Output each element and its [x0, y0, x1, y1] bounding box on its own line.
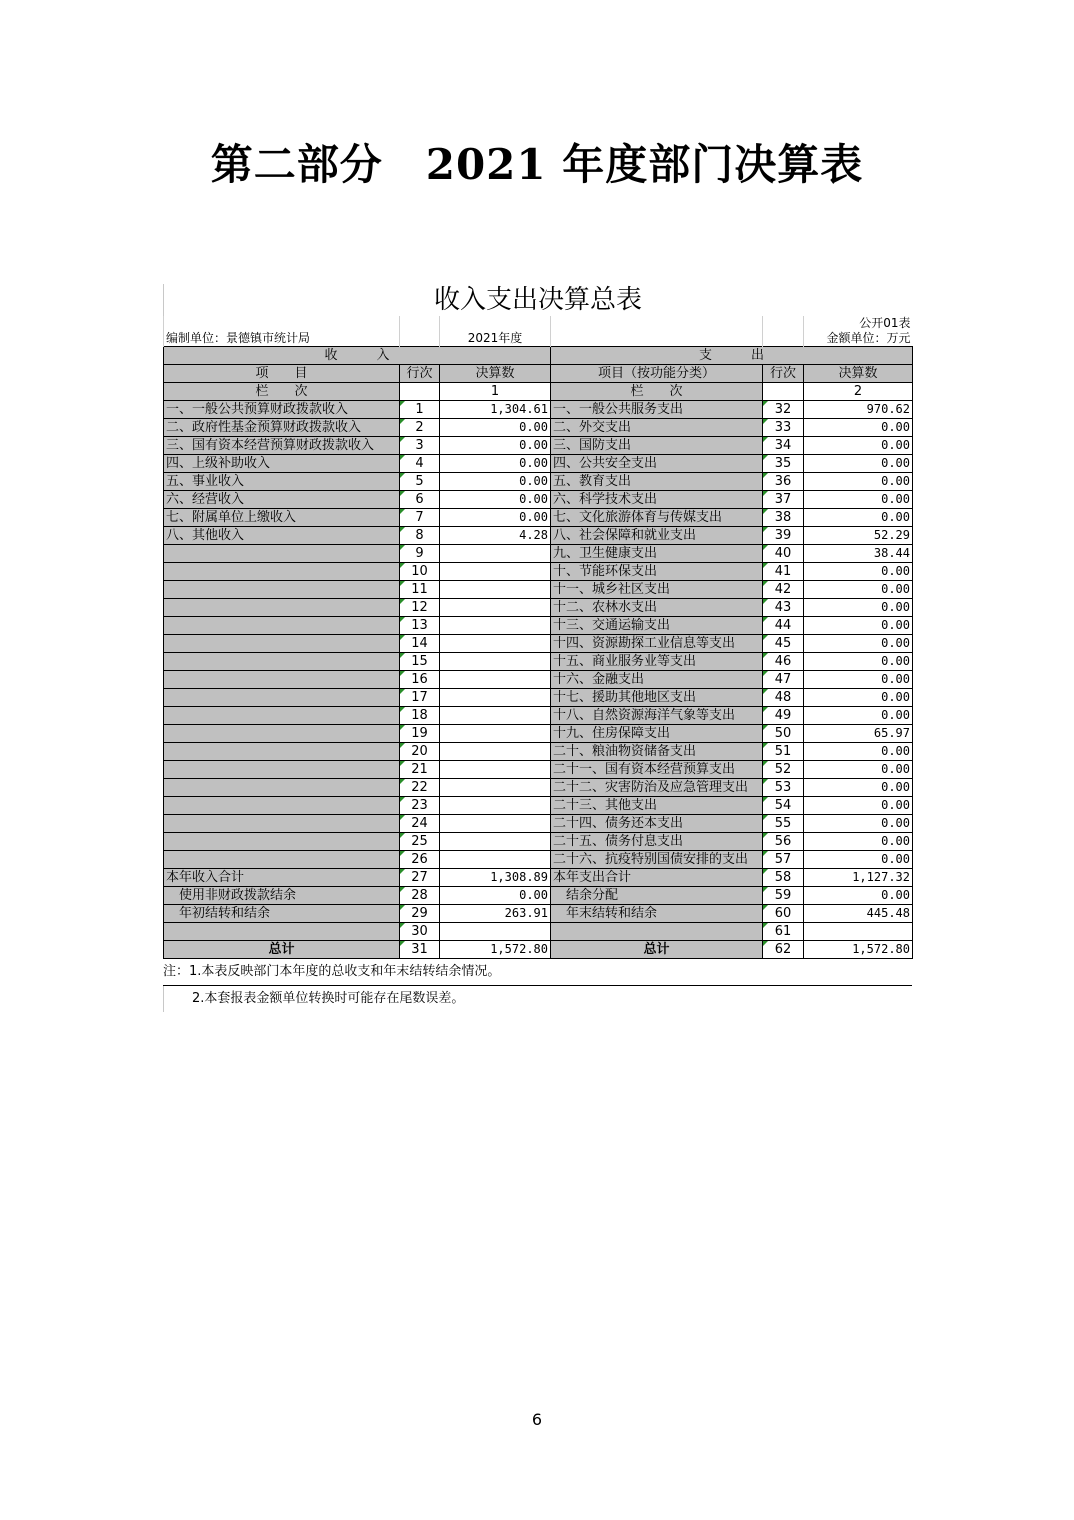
income-total-amount: 1,572.80 [440, 941, 551, 959]
expense-item: 二十三、其他支出 [551, 797, 763, 815]
col-index-2: 2 [804, 383, 913, 401]
income-row-no: 12 [400, 599, 440, 617]
income-amount [440, 671, 551, 689]
income-row-no: 17 [400, 689, 440, 707]
table-row [164, 617, 913, 635]
expense-row-no: 42 [763, 581, 804, 599]
expense-amount: 0.00 [804, 707, 913, 725]
expense-row-no: 35 [763, 455, 804, 473]
income-row-no: 14 [400, 635, 440, 653]
expense-amount: 0.00 [804, 851, 913, 869]
income-item: 六、经营收入 [164, 491, 400, 509]
col-index-1: 1 [440, 383, 551, 401]
meta-row-org [164, 331, 913, 347]
expense-amount: 0.00 [804, 419, 913, 437]
col-lanci: 栏 次 [164, 383, 400, 401]
expense-header: 支 出 [551, 347, 913, 365]
table-row [164, 887, 913, 905]
expense-item: 二十、粮油物资储备支出 [551, 743, 763, 761]
expense-row-no: 37 [763, 491, 804, 509]
col-amount: 决算数 [440, 365, 551, 383]
expense-row-no: 47 [763, 671, 804, 689]
expense-item: 年末结转和结余 [551, 905, 763, 923]
table-row [164, 437, 913, 455]
expense-item: 十六、金融支出 [551, 671, 763, 689]
expense-item: 本年支出合计 [551, 869, 763, 887]
income-item: 年初结转和结余 [164, 905, 400, 923]
table-row [164, 581, 913, 599]
expense-amount: 38.44 [804, 545, 913, 563]
income-row-no: 1 [400, 401, 440, 419]
table-row [164, 455, 913, 473]
expense-amount: 0.00 [804, 635, 913, 653]
expense-amount: 0.00 [804, 563, 913, 581]
expense-total-amount: 1,572.80 [804, 941, 913, 959]
income-total-row-no: 31 [400, 941, 440, 959]
income-row-no: 3 [400, 437, 440, 455]
income-row-no: 23 [400, 797, 440, 815]
expense-row-no: 51 [763, 743, 804, 761]
col-item: 项 目 [164, 365, 400, 383]
income-row-no: 27 [400, 869, 440, 887]
table-row [164, 599, 913, 617]
income-row-no: 25 [400, 833, 440, 851]
notes [163, 959, 912, 1012]
income-amount: 263.91 [440, 905, 551, 923]
income-item: 一、一般公共预算财政拨款收入 [164, 401, 400, 419]
expense-item: 十七、援助其他地区支出 [551, 689, 763, 707]
income-row-no: 24 [400, 815, 440, 833]
income-total-label: 总计 [164, 941, 400, 959]
expense-amount: 65.97 [804, 725, 913, 743]
table-row [164, 509, 913, 527]
income-item [164, 923, 400, 941]
income-row-no: 19 [400, 725, 440, 743]
expense-amount: 52.29 [804, 527, 913, 545]
expense-amount: 0.00 [804, 689, 913, 707]
expense-row-no: 33 [763, 419, 804, 437]
table-row [164, 671, 913, 689]
income-amount [440, 689, 551, 707]
table-title: 收入支出决算总表 [163, 284, 912, 316]
income-amount: 0.00 [440, 491, 551, 509]
column-header-row [164, 365, 913, 383]
note-2: 2.本套报表金额单位转换时可能存在尾数误差。 [163, 986, 912, 1012]
income-item [164, 635, 400, 653]
expense-item: 七、文化旅游体育与传媒支出 [551, 509, 763, 527]
income-row-no: 29 [400, 905, 440, 923]
expense-item: 五、教育支出 [551, 473, 763, 491]
table-row [164, 923, 913, 941]
income-row-no: 15 [400, 653, 440, 671]
income-amount: 0.00 [440, 509, 551, 527]
expense-amount: 0.00 [804, 779, 913, 797]
expense-item: 十三、交通运输支出 [551, 617, 763, 635]
expense-amount: 0.00 [804, 797, 913, 815]
expense-amount: 0.00 [804, 491, 913, 509]
expense-row-no: 34 [763, 437, 804, 455]
expense-item: 九、卫生健康支出 [551, 545, 763, 563]
income-amount [440, 581, 551, 599]
income-item: 本年收入合计 [164, 869, 400, 887]
expense-amount: 445.48 [804, 905, 913, 923]
total-row [164, 941, 913, 959]
expense-row-no: 53 [763, 779, 804, 797]
table-row [164, 851, 913, 869]
income-item [164, 671, 400, 689]
income-amount [440, 797, 551, 815]
income-row-no: 7 [400, 509, 440, 527]
income-amount: 0.00 [440, 455, 551, 473]
expense-item: 四、公共安全支出 [551, 455, 763, 473]
table-row [164, 401, 913, 419]
income-amount: 1,304.61 [440, 401, 551, 419]
expense-amount: 970.62 [804, 401, 913, 419]
income-amount [440, 563, 551, 581]
expense-item: 十二、农林水支出 [551, 599, 763, 617]
table-row [164, 779, 913, 797]
table-row [164, 743, 913, 761]
table-row [164, 563, 913, 581]
unit-label: 金额单位：万元 [804, 331, 913, 347]
expense-item: 十五、商业服务业等支出 [551, 653, 763, 671]
expense-item: 十八、自然资源海洋气象等支出 [551, 707, 763, 725]
income-header: 收 入 [164, 347, 551, 365]
income-item [164, 599, 400, 617]
expense-amount: 0.00 [804, 671, 913, 689]
expense-amount: 0.00 [804, 509, 913, 527]
expense-row-no: 38 [763, 509, 804, 527]
income-amount: 0.00 [440, 419, 551, 437]
income-amount [440, 923, 551, 941]
expense-total-row-no: 62 [763, 941, 804, 959]
income-row-no: 5 [400, 473, 440, 491]
expense-item: 二十四、债务还本支出 [551, 815, 763, 833]
expense-item: 二十五、债务付息支出 [551, 833, 763, 851]
expense-row-no: 39 [763, 527, 804, 545]
income-amount [440, 779, 551, 797]
table-row [164, 869, 913, 887]
income-row-no: 18 [400, 707, 440, 725]
expense-item: 二十一、国有资本经营预算支出 [551, 761, 763, 779]
income-row-no: 22 [400, 779, 440, 797]
expense-amount: 0.00 [804, 473, 913, 491]
expense-amount: 0.00 [804, 761, 913, 779]
table-row [164, 689, 913, 707]
income-item: 五、事业收入 [164, 473, 400, 491]
table-row [164, 527, 913, 545]
income-item [164, 833, 400, 851]
col-amount: 决算数 [804, 365, 913, 383]
expense-amount: 0.00 [804, 599, 913, 617]
income-amount [440, 653, 551, 671]
expense-row-no: 60 [763, 905, 804, 923]
income-amount [440, 599, 551, 617]
income-expense-table [163, 316, 913, 959]
expense-amount: 0.00 [804, 581, 913, 599]
meta-row-formno [164, 316, 913, 331]
table-row [164, 473, 913, 491]
table-row [164, 725, 913, 743]
expense-item: 十、节能环保支出 [551, 563, 763, 581]
expense-row-no: 40 [763, 545, 804, 563]
income-item: 四、上级补助收入 [164, 455, 400, 473]
expense-item: 三、国防支出 [551, 437, 763, 455]
expense-amount [804, 923, 913, 941]
expense-row-no: 56 [763, 833, 804, 851]
expense-item: 十九、住房保障支出 [551, 725, 763, 743]
expense-row-no: 57 [763, 851, 804, 869]
expense-amount: 0.00 [804, 743, 913, 761]
income-item [164, 725, 400, 743]
expense-item [551, 923, 763, 941]
income-amount: 0.00 [440, 437, 551, 455]
section-header-row [164, 347, 913, 365]
table-row [164, 653, 913, 671]
table-row [164, 491, 913, 509]
income-amount: 0.00 [440, 887, 551, 905]
expense-row-no: 50 [763, 725, 804, 743]
expense-row-no: 44 [763, 617, 804, 635]
expense-amount: 0.00 [804, 653, 913, 671]
income-item [164, 653, 400, 671]
income-row-no: 6 [400, 491, 440, 509]
expense-total-label: 总计 [551, 941, 763, 959]
expense-row-no: 54 [763, 797, 804, 815]
income-row-no: 11 [400, 581, 440, 599]
expense-item: 二十二、灾害防治及应急管理支出 [551, 779, 763, 797]
income-item [164, 563, 400, 581]
expense-row-no: 55 [763, 815, 804, 833]
expense-item: 结余分配 [551, 887, 763, 905]
income-row-no: 26 [400, 851, 440, 869]
income-amount [440, 545, 551, 563]
income-item: 八、其他收入 [164, 527, 400, 545]
income-item [164, 761, 400, 779]
income-row-no: 16 [400, 671, 440, 689]
income-amount: 4.28 [440, 527, 551, 545]
expense-row-no: 32 [763, 401, 804, 419]
table-row [164, 797, 913, 815]
expense-amount: 0.00 [804, 887, 913, 905]
income-amount [440, 617, 551, 635]
income-item: 使用非财政拨款结余 [164, 887, 400, 905]
expense-row-no: 43 [763, 599, 804, 617]
table-row [164, 707, 913, 725]
expense-row-no: 59 [763, 887, 804, 905]
expense-amount: 0.00 [804, 437, 913, 455]
expense-row-no: 61 [763, 923, 804, 941]
income-item [164, 743, 400, 761]
expense-amount: 0.00 [804, 815, 913, 833]
expense-row-no: 58 [763, 869, 804, 887]
expense-amount: 0.00 [804, 617, 913, 635]
income-amount: 0.00 [440, 473, 551, 491]
expense-item: 六、科学技术支出 [551, 491, 763, 509]
income-amount [440, 815, 551, 833]
income-item: 三、国有资本经营预算财政拨款收入 [164, 437, 400, 455]
budget-summary-table [163, 284, 912, 1012]
income-amount [440, 743, 551, 761]
col-row-no: 行次 [763, 365, 804, 383]
expense-item: 二十六、抗疫特别国债安排的支出 [551, 851, 763, 869]
form-number: 公开01表 [804, 316, 913, 331]
income-item [164, 617, 400, 635]
income-row-no: 10 [400, 563, 440, 581]
income-item: 七、附属单位上缴收入 [164, 509, 400, 527]
table-row [164, 635, 913, 653]
income-amount [440, 851, 551, 869]
income-row-no: 8 [400, 527, 440, 545]
expense-row-no: 49 [763, 707, 804, 725]
page-title: 第二部分 2021 年度部门决算表 [210, 140, 864, 189]
income-row-no: 30 [400, 923, 440, 941]
org-label: 编制单位：景德镇市统计局 [164, 331, 400, 347]
income-item [164, 545, 400, 563]
page-number: 6 [531, 1410, 543, 1429]
income-item [164, 707, 400, 725]
expense-item: 二、外交支出 [551, 419, 763, 437]
expense-amount: 1,127.32 [804, 869, 913, 887]
income-amount [440, 725, 551, 743]
col-lanci: 栏 次 [551, 383, 763, 401]
table-row [164, 833, 913, 851]
income-row-no: 9 [400, 545, 440, 563]
col-item-func: 项目（按功能分类） [551, 365, 763, 383]
year-label: 2021年度 [440, 331, 551, 347]
income-row-no: 4 [400, 455, 440, 473]
expense-row-no: 36 [763, 473, 804, 491]
expense-row-no: 48 [763, 689, 804, 707]
column-index-row [164, 383, 913, 401]
income-row-no: 13 [400, 617, 440, 635]
income-amount [440, 635, 551, 653]
table-row [164, 761, 913, 779]
income-item [164, 779, 400, 797]
expense-amount: 0.00 [804, 833, 913, 851]
table-row [164, 419, 913, 437]
note-1: 注：1.本表反映部门本年度的总收支和年末结转结余情况。 [163, 959, 912, 986]
income-amount [440, 833, 551, 851]
expense-item: 十四、资源勘探工业信息等支出 [551, 635, 763, 653]
income-row-no: 2 [400, 419, 440, 437]
income-item [164, 851, 400, 869]
expense-row-no: 52 [763, 761, 804, 779]
income-amount: 1,308.89 [440, 869, 551, 887]
table-row [164, 815, 913, 833]
income-item [164, 797, 400, 815]
expense-item: 十一、城乡社区支出 [551, 581, 763, 599]
expense-row-no: 46 [763, 653, 804, 671]
income-item [164, 815, 400, 833]
income-item [164, 581, 400, 599]
income-amount [440, 707, 551, 725]
expense-item: 八、社会保障和就业支出 [551, 527, 763, 545]
income-row-no: 28 [400, 887, 440, 905]
expense-amount: 0.00 [804, 455, 913, 473]
income-amount [440, 761, 551, 779]
income-row-no: 21 [400, 761, 440, 779]
income-row-no: 20 [400, 743, 440, 761]
income-item: 二、政府性基金预算财政拨款收入 [164, 419, 400, 437]
expense-item: 一、一般公共服务支出 [551, 401, 763, 419]
table-row [164, 905, 913, 923]
table-row [164, 545, 913, 563]
expense-row-no: 41 [763, 563, 804, 581]
expense-row-no: 45 [763, 635, 804, 653]
income-item [164, 689, 400, 707]
col-row-no: 行次 [400, 365, 440, 383]
